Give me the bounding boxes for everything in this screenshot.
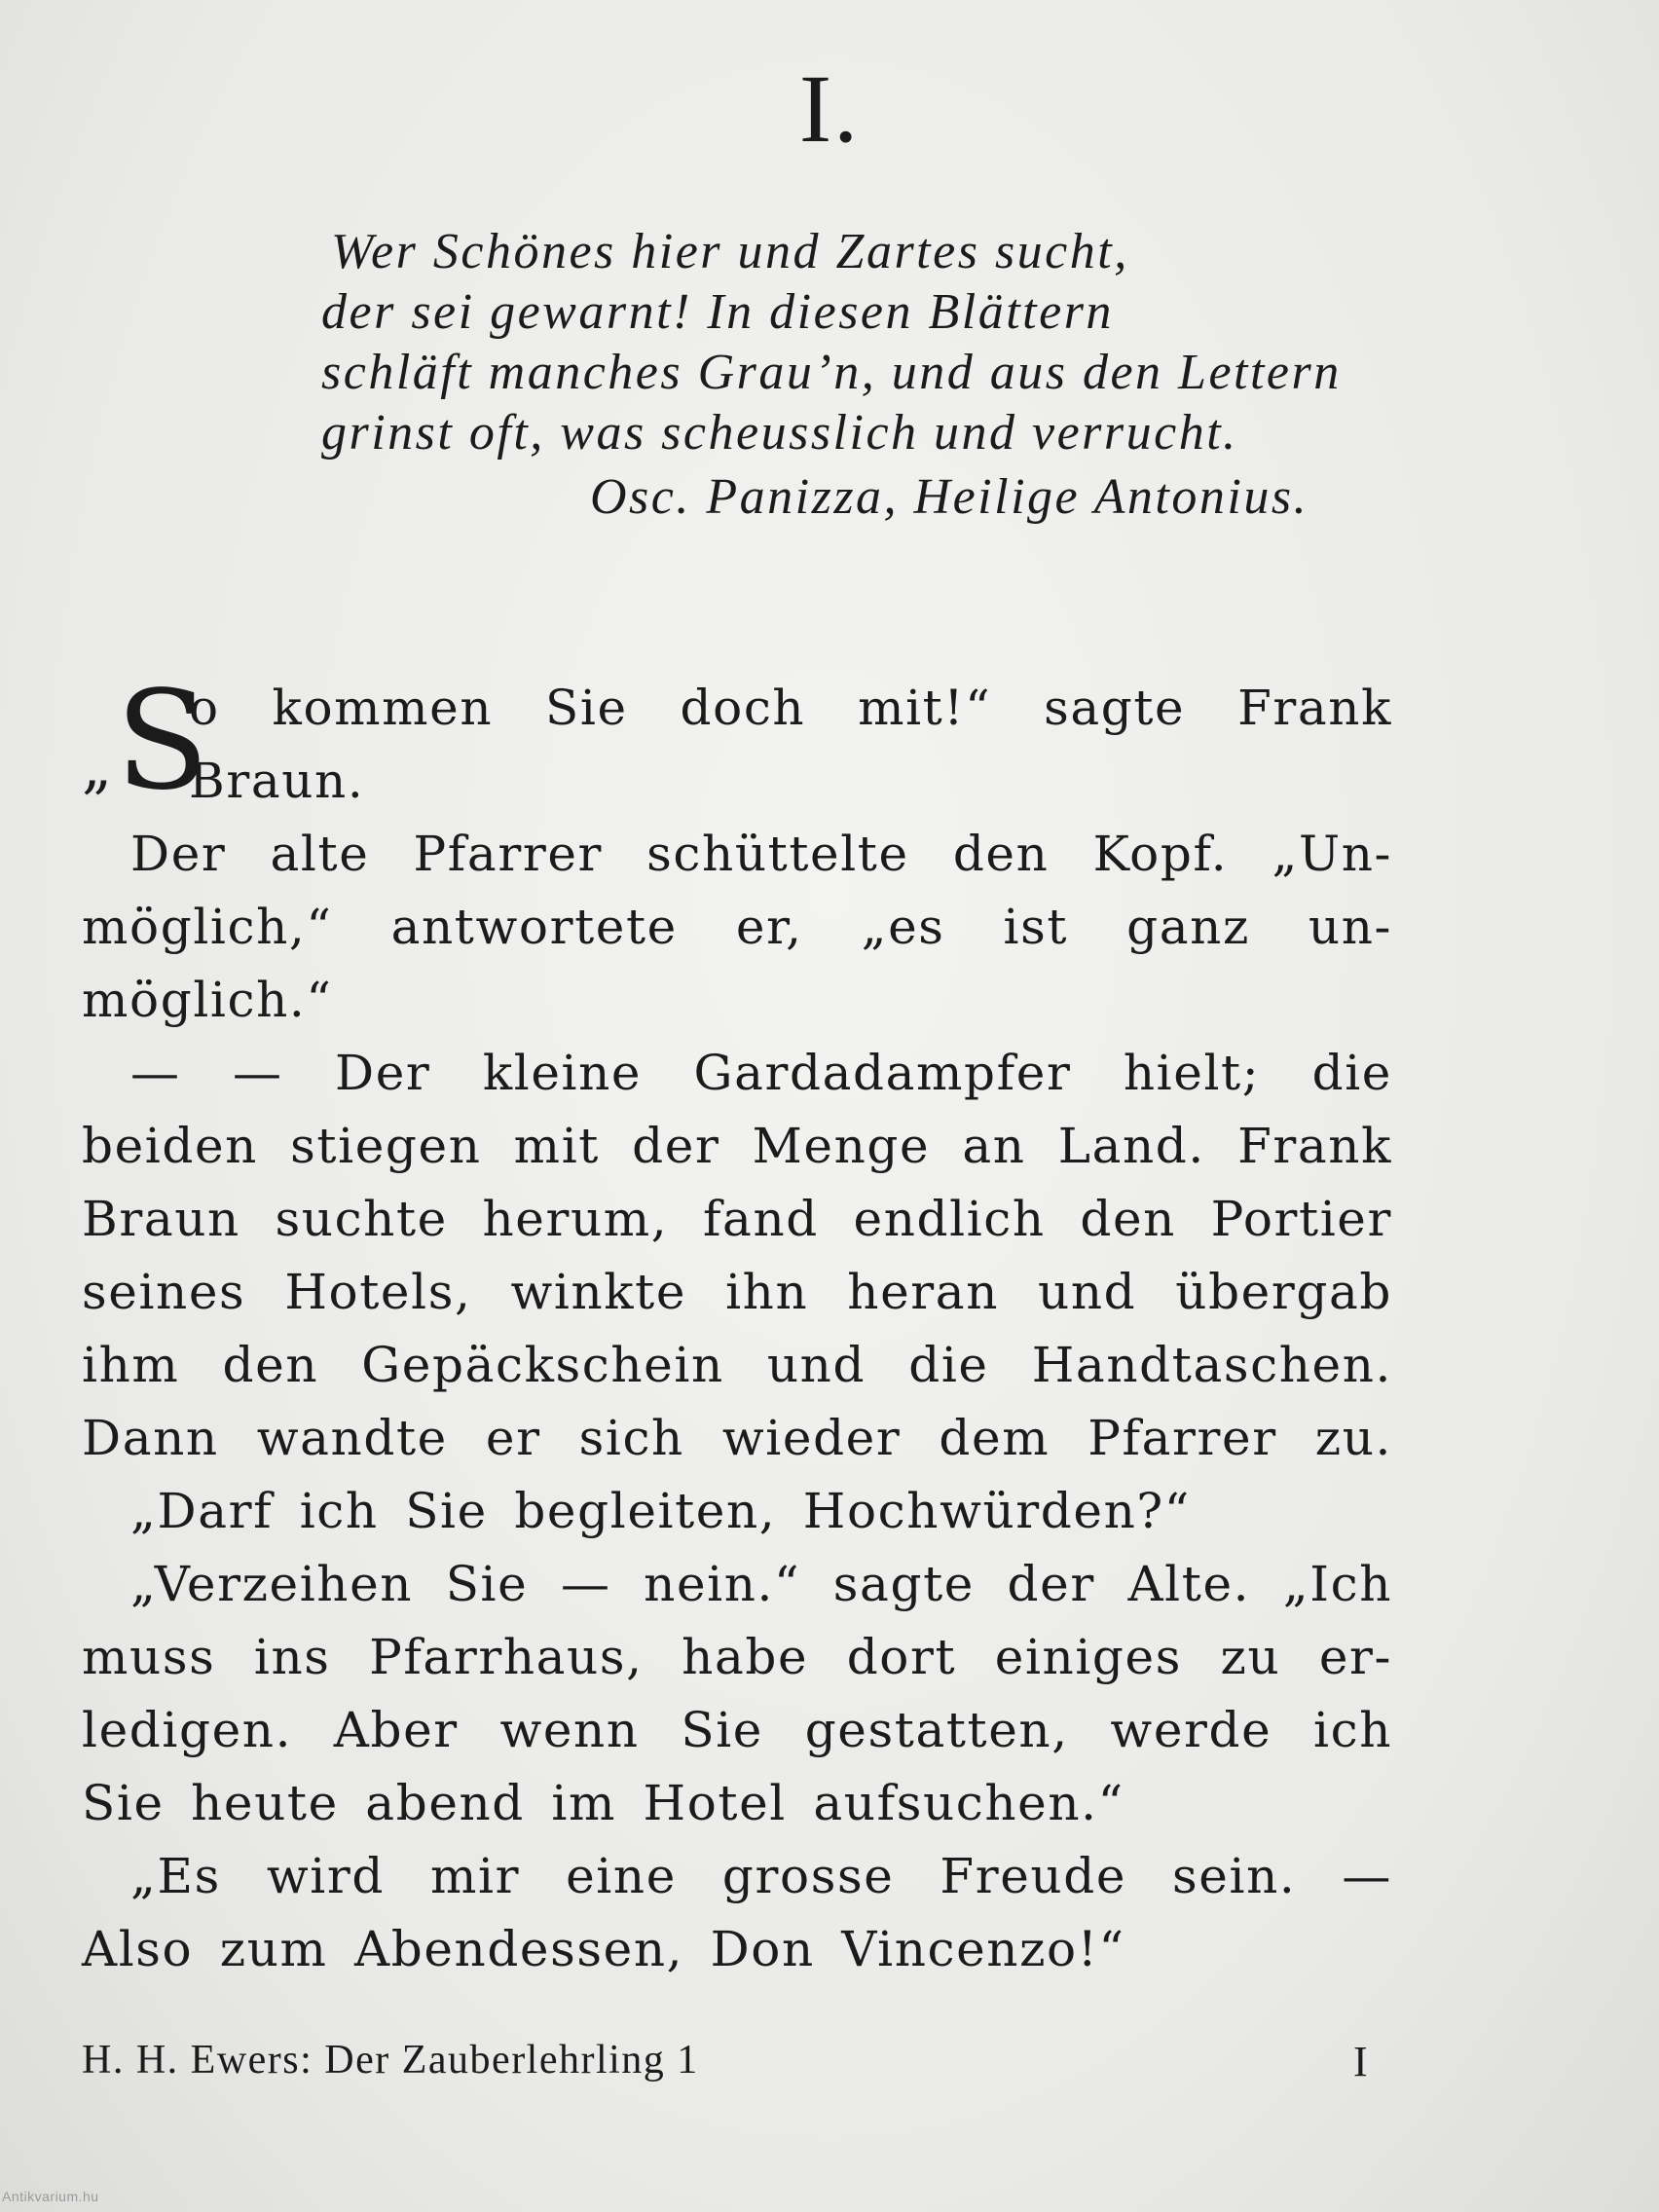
drop-cap-letter: S	[115, 662, 211, 821]
body-line: ledigen. Aber wenn Sie gestatten, werde ich	[82, 1702, 1392, 1758]
body-line: muss ins Pfarrhaus, habe dort einiges zu er-	[82, 1629, 1392, 1685]
epigraph	[321, 222, 1412, 528]
body-line: Dann wandte er sich wieder dem Pfarrer zu.	[82, 1410, 1392, 1466]
epigraph-line: schläft manches Grau’n, und aus den Lettern	[321, 345, 1342, 400]
body-line: Braun suchte herum, fand endlich den Portier	[82, 1191, 1392, 1247]
body-line: seines Hotels, winkte ihn heran und übergab	[82, 1264, 1392, 1320]
body-line: „Verzeihen Sie — nein.“ sagte der Alte. „Ich	[130, 1556, 1392, 1612]
body-line: Der alte Pfarrer schüttelte den Kopf. „Un-	[130, 826, 1392, 882]
epigraph-attribution: Osc. Panizza, Heilige Antonius.	[590, 469, 1309, 525]
body-line: o kommen Sie doch mit!“ sagte Frank	[189, 680, 1392, 736]
opening-quote: „	[82, 733, 114, 801]
epigraph-line: Wer Schönes hier und Zartes sucht,	[331, 224, 1129, 279]
epigraph-line: der sei gewarnt! In diesen Blättern	[321, 284, 1114, 340]
body-text	[82, 662, 1392, 1986]
epigraph-line: grinst oft, was scheusslich und verrucht.	[321, 405, 1238, 461]
body-line: möglich.“	[82, 972, 333, 1028]
chapter-number: I.	[798, 55, 861, 163]
body-line: möglich,“ antwortete er, „es ist ganz un-	[82, 899, 1392, 955]
body-line: ihm den Gepäckschein und die Handtaschen.	[82, 1337, 1392, 1393]
body-line: — — Der kleine Gardadampfer hielt; die	[130, 1045, 1392, 1101]
body-line: Sie heute abend im Hotel aufsuchen.“	[82, 1775, 1124, 1831]
footer-sheet-mark: I	[1353, 2038, 1368, 2085]
body-line: Braun.	[189, 753, 365, 809]
body-line: beiden stiegen mit der Menge an Land. Frank	[82, 1118, 1392, 1174]
first-paragraph	[82, 662, 1392, 821]
body-line: Also zum Abendessen, Don Vincenzo!“	[82, 1921, 1125, 1977]
footer-signature: H. H. Ewers: Der Zauberlehrling 1	[82, 2038, 699, 2083]
watermark: Antikvarium.hu	[2, 2189, 99, 2204]
body-line: „Darf ich Sie begleiten, Hochwürden?“	[130, 1483, 1191, 1539]
body-line: „Es wird mir eine grosse Freude sein. —	[130, 1848, 1392, 1904]
